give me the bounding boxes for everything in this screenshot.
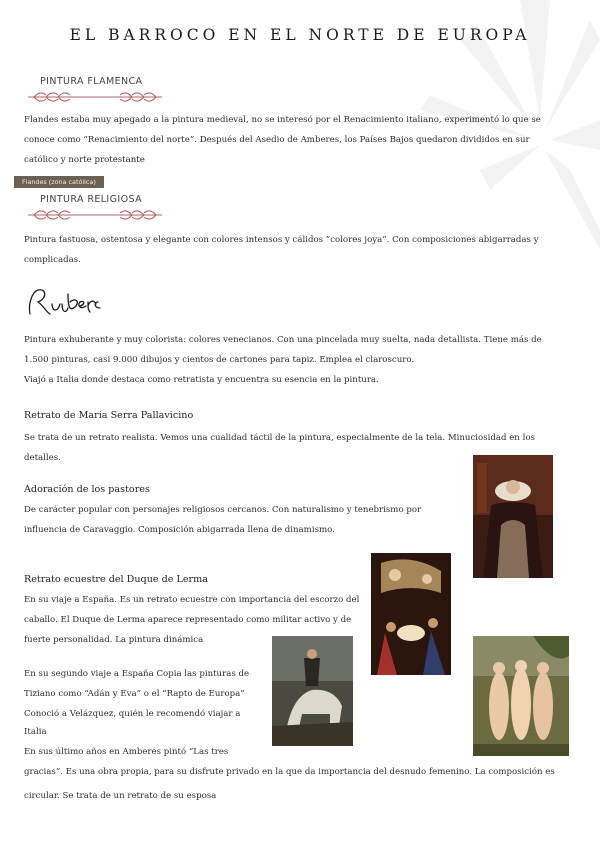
closing-line-6: gracias”. Es una obra propia, para su disfrute privado en la que da importancia del desnudo femenino. La composición es: [24, 767, 555, 777]
laurel-ornament-1: [24, 88, 166, 106]
section-heading-flamenca: PINTURA FLAMENCA: [40, 76, 143, 87]
page-title: EL BARROCO EN EL NORTE DE EUROPA: [69, 26, 531, 44]
flamenca-text: Flandes estaba muy apegado a la pintura medieval, no se interesó por el Renacimiento italiano, experimentó lo que se conoce como “Renacimiento del norte”. Después del Asedio de Amberes, los Países Bajos quedaron divididos en sur católico y norte protestante: [24, 115, 541, 165]
closing-line-4: Italia: [24, 727, 47, 737]
rubens-intro: Pintura exhuberante y muy colorista: colores venecianos. Con una pincelada muy suelta, nada detallista. Tiene más de 1.500 pinturas, casi 9.000 dibujos y cientos de cartones para tapiz. Emplea el claroscuro.: [24, 335, 542, 365]
closing-line-5: En sus último años en Amberes pintó “Las tres: [24, 747, 229, 757]
section-heading-religiosa: PINTURA RELIGIOSA: [40, 194, 142, 205]
work-text-lerma: En su viaje a España. Es un retrato ecuestre con importancia del escorzo del caballo. El Duque de Lerma aparece representado como militar activo y de fuerte personalidad. La pintura dinámica: [24, 595, 360, 645]
painting-lerma-image: [272, 636, 353, 746]
rubens-intro-2: Viajó a Italia donde destaca como retratista y encuentra su esencia en la pintura.: [24, 375, 379, 385]
flandes-tag: Flandes (zona católica): [14, 176, 104, 188]
painting-tres-gracias-image: [473, 636, 569, 756]
work-title-lerma: Retrato ecuestre del Duque de Lerma: [24, 574, 208, 585]
work-text-pallavicino: Se trata de un retrato realista. Vemos una cualidad táctil de la pintura, especialmente de la tela. Minuciosidad en los detalles.: [24, 433, 535, 463]
rubens-signature: [24, 284, 104, 322]
closing-line-2: Tiziano como “Adán y Eva” o el “Rapto de Europa”: [24, 689, 245, 699]
closing-line-1: En su segundo viaje a España Copia las pinturas de: [24, 669, 250, 679]
religiosa-text: Pintura fastuosa, ostentosa y elegante con colores intensos y cálidos “colores joya”. Con composiciones abigarradas y complicadas.: [24, 235, 539, 265]
work-title-adoracion: Adoración de los pastores: [24, 484, 150, 495]
laurel-ornament-2: [24, 206, 166, 224]
work-title-pallavicino: Retrato de María Serra Pallavicino: [24, 410, 194, 421]
painting-pallavicino-image: [473, 455, 553, 578]
painting-adoracion-image: [371, 553, 451, 675]
closing-line-3: Conoció a Velázquez, quién le recomendó viajar a: [24, 709, 241, 719]
work-text-adoracion: De carácter popular con personajes religiosos cercanos. Con naturalismo y tenebrismo por influencia de Caravaggio. Composición abigarrada llena de dinamismo.: [24, 505, 422, 535]
closing-line-7: circular. Se trata de un retrato de su esposa: [24, 791, 217, 801]
